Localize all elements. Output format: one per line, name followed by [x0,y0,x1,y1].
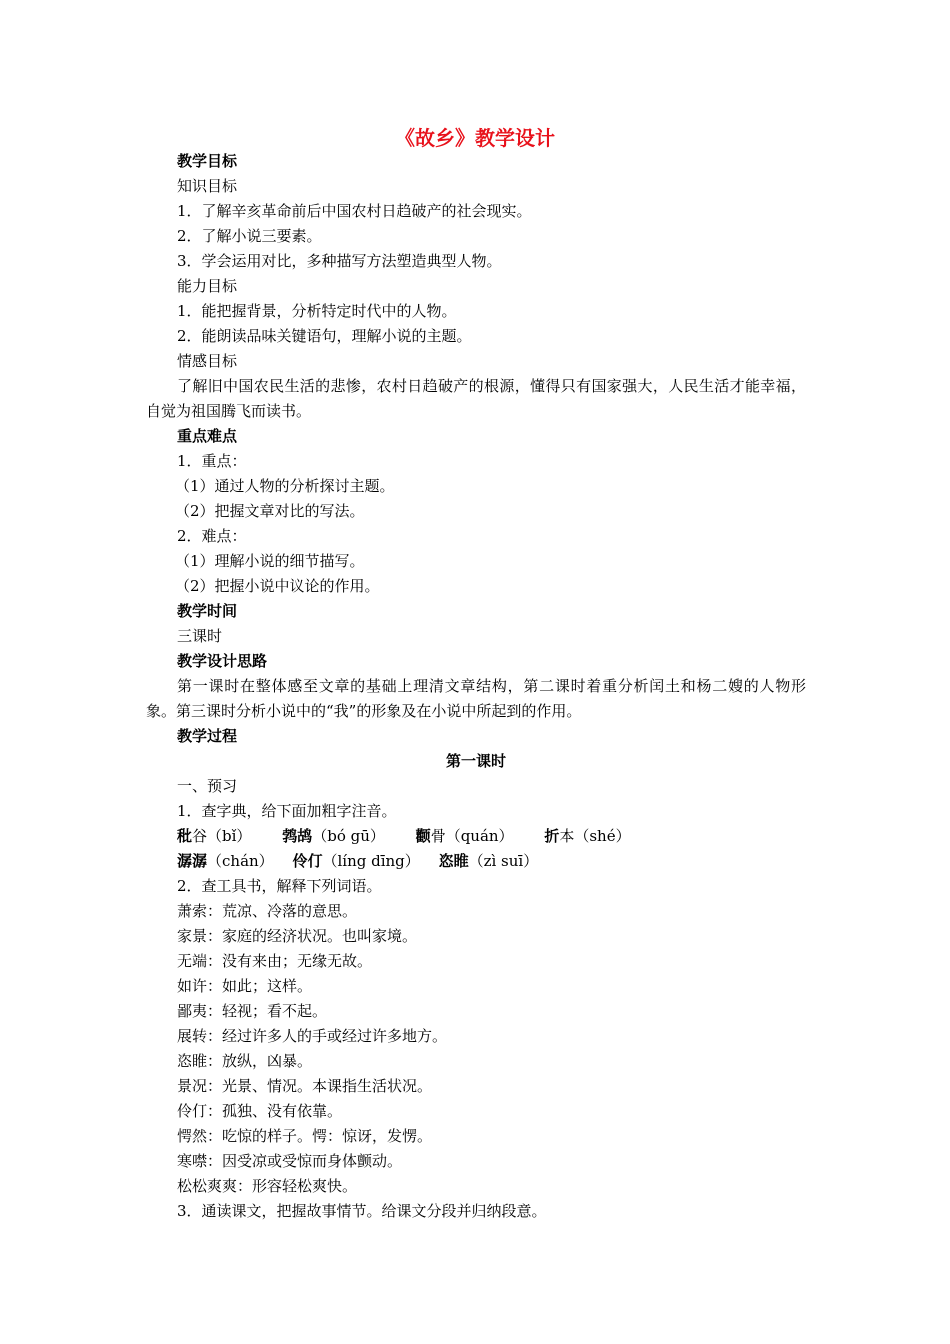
definition-item: 如许：如此；这样。 [177,977,313,995]
pinyin-item: 秕谷（bǐ） [177,827,252,845]
definition-item: 无端：没有来由；无缘无故。 [177,952,373,970]
document-title: 《故乡》教学设计 [395,126,555,150]
section-heading-time: 教学时间 [177,602,238,620]
section-heading-key: 重点难点 [177,427,238,445]
pinyin-item: 鹁鸪（bó gū） [282,827,385,845]
definition-item: 鄙夷：轻视；看不起。 [177,1002,328,1020]
list-item: 1．了解辛亥革命前后中国农村日趋破产的社会现实。 [177,202,532,220]
section-heading-design: 教学设计思路 [177,652,268,670]
time-text: 三课时 [177,627,223,645]
section-heading-goals: 教学目标 [177,152,238,170]
pinyin-item: 潺潺（chán） [177,852,274,870]
pinyin-row-2 [146,849,806,874]
list-item: 1．能把握背景，分析特定时代中的人物。 [177,302,457,320]
preview-heading: 一、预习 [177,777,238,795]
list-item: （2）把握小说中议论的作用。 [175,577,380,595]
emotion-paragraph: 了解旧中国农民生活的悲惨，农村日趋破产的根源，懂得只有国家强大，人民生活才能幸福，自觉为祖国腾飞而读书。 [146,377,806,420]
design-paragraph: 第一课时在整体感至文章的基础上理清文章结构，第二课时着重分析闰土和杨二嫂的人物形象。第三课时分析小说中的“我”的形象及在小说中所起到的作用。 [146,677,806,720]
list-item: （1）通过人物的分析探讨主题。 [175,477,395,495]
section-heading-process: 教学过程 [177,727,238,745]
pinyin-item: 恣睢（zì suī） [438,852,539,870]
definition-item: 寒噤：因受凉或受惊而身体颤动。 [177,1152,403,1170]
difficulty-label: 2．难点： [177,527,247,545]
key-label: 1．重点： [177,452,247,470]
definition-item: 家景：家庭的经济状况。也叫家境。 [177,927,418,945]
definition-item: 松松爽爽：形容轻松爽快。 [177,1177,358,1195]
pinyin-item: 颧骨（quán） [415,827,514,845]
definition-item: 恣睢：放纵，凶暴。 [177,1052,313,1070]
definition-item: 伶仃：孤独、没有依靠。 [177,1102,343,1120]
subheading-emotion: 情感目标 [177,352,238,370]
task-2: 2．查工具书，解释下列词语。 [177,877,382,895]
pinyin-row-1 [146,824,806,849]
definition-item: 愕然：吃惊的样子。愕：惊讶，发愣。 [177,1127,433,1145]
pinyin-item: 伶仃（líng dīng） [292,852,420,870]
list-item: （2）把握文章对比的写法。 [175,502,365,520]
subheading-knowledge: 知识目标 [177,177,238,195]
list-item: 3．学会运用对比，多种描写方法塑造典型人物。 [177,252,502,270]
subheading-ability: 能力目标 [177,277,238,295]
document-body [146,149,806,1224]
pinyin-item: 折本（shé） [544,827,631,845]
task-1: 1．查字典，给下面加粗字注音。 [177,802,397,820]
list-item: （1）理解小说的细节描写。 [175,552,365,570]
definition-item: 景况：光景、情况。本课指生活状况。 [177,1077,433,1095]
list-item: 2．了解小说三要素。 [177,227,322,245]
definition-item: 萧索：荒凉、冷落的意思。 [177,902,358,920]
task-3: 3．通读课文，把握故事情节。给课文分段并归纳段意。 [177,1202,547,1220]
lesson-title: 第一课时 [445,752,506,770]
definition-item: 展转：经过许多人的手或经过许多地方。 [177,1027,448,1045]
list-item: 2．能朗读品味关键语句，理解小说的主题。 [177,327,472,345]
